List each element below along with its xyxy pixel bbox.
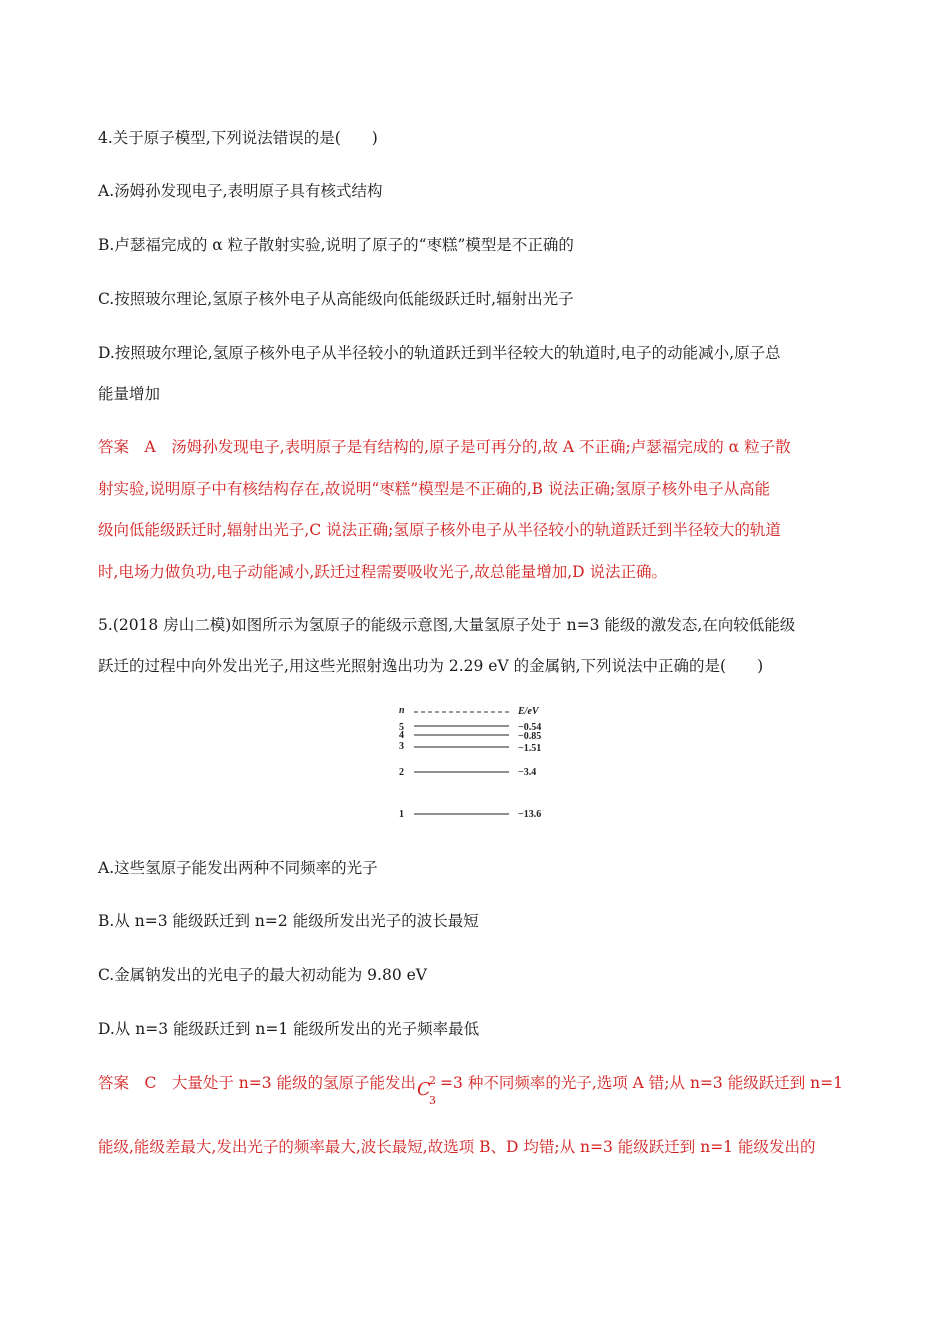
level-energy-n2: −3.4	[518, 767, 537, 778]
q5-option-b: B.从 n=3 能级跃迁到 n=2 能级所发出光子的波长最短	[98, 912, 479, 930]
q4-option-c: C.按照玻尔理论,氢原子核外电子从高能级向低能级跃迁时,辐射出光子	[98, 290, 574, 308]
q5-stem-line: 跃迁的过程中向外发出光子,用这些光照射逸出功为 2.29 eV 的金属钠,下列说法中正确的是( )	[98, 657, 764, 675]
level-label-n3: 3	[399, 741, 404, 752]
q4-answer-line: 射实验,说明原子中有核结构存在,故说明“枣糕”模型是不正确的,B 说法正确;氢原子核外电子从高能	[98, 480, 771, 498]
q5-option-d: D.从 n=3 能级跃迁到 n=1 能级所发出的光子频率最低	[98, 1020, 480, 1038]
combination-symbol	[417, 1074, 439, 1107]
level-label-n2: 2	[399, 767, 404, 778]
q4-option-d: D.按照玻尔理论,氢原子核外电子从半径较小的轨道跃迁到半径较大的轨道时,电子的动能减小,原子总	[98, 344, 781, 362]
q5-stem-line: 5.(2018 房山二模)如图所示为氢原子的能级示意图,大量氢原子处于 n=3 能级的激发态,在向较低能级	[98, 616, 796, 634]
q5-answer-line: 能级,能级差最大,发出光子的频率最大,波长最短,故选项 B、D 均错;从 n=3 能级跃迁到 n=1 能级发出的	[98, 1138, 816, 1156]
q5-answer-pre: 答案 C 大量处于 n=3 能级的氢原子能发出	[98, 1074, 417, 1092]
level-label-n1: 1	[399, 809, 404, 820]
q4-answer-line: 答案 A 汤姆孙发现电子,表明原子是有结构的,原子是可再分的,故 A 不正确;卢瑟福完成的 α 粒子散	[98, 438, 791, 456]
q4-option-a: A.汤姆孙发现电子,表明原子具有核式结构	[98, 182, 383, 200]
level-energy-n5: −0.54	[518, 722, 542, 733]
energy-level-diagram	[394, 702, 564, 826]
level-label-n4: 4	[399, 730, 404, 741]
q5-answer-post: =3 种不同频率的光子,选项 A 错;从 n=3 能级跃迁到 n=1	[440, 1074, 843, 1092]
level-energy-n3: −1.51	[518, 743, 542, 754]
q4-answer-line: 级向低能级跃迁时,辐射出光子,C 说法正确;氢原子核外电子从半径较小的轨道跃迁到半径较大的轨道	[98, 521, 781, 539]
q4-answer-line: 时,电场力做负功,电子动能减小,跃迁过程需要吸收光子,故总能量增加,D 说法正确。	[98, 563, 667, 581]
q5-option-c: C.金属钠发出的光电子的最大初动能为 9.80 eV	[98, 966, 427, 984]
diagram-n-header: n	[399, 705, 405, 716]
q5-option-a: A.这些氢原子能发出两种不同频率的光子	[98, 859, 378, 877]
q5-answer-line	[98, 1073, 843, 1107]
q4-option-b: B.卢瑟福完成的 α 粒子散射实验,说明了原子的“枣糕”模型是不正确的	[98, 236, 574, 254]
diagram-e-header: E/eV	[518, 706, 539, 717]
comb-superscript: 2	[429, 1074, 437, 1087]
q4-option-d-cont: 能量增加	[98, 385, 161, 403]
comb-subscript: 3	[429, 1094, 437, 1107]
q4-stem: 4.关于原子模型,下列说法错误的是( )	[98, 129, 378, 147]
level-label-n5: 5	[399, 722, 404, 733]
comb-letter: C	[417, 1079, 431, 1100]
level-energy-n1: −13.6	[518, 809, 542, 820]
level-energy-n4: −0.85	[518, 731, 542, 742]
